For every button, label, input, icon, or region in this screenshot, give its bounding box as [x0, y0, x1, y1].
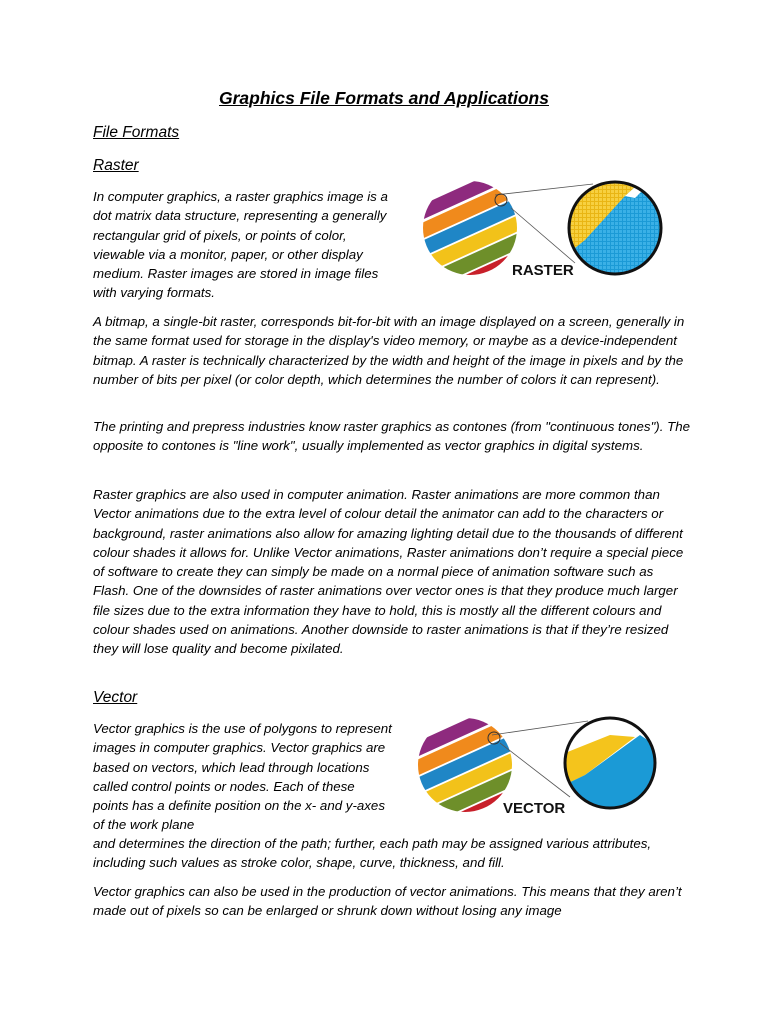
raster-paragraph-1: In computer graphics, a raster graphics image is a dot matrix data structure, representing a generally rectangular grid of pixels, or points of color, viewable via a monitor, paper, or other display medium. Raster images are stored in image files with varying formats. [93, 189, 388, 301]
vector-paragraph-1a: Vector graphics is the use of polygons to represent images in computer graphics. Vector graphics are based on vectors, which lead through locations called control points or nodes. Each of these points has a definite position on the x- and y-axes of the work plane [93, 721, 392, 833]
raster-paragraph-4: Raster graphics are also used in computer animation. Raster animations are more common than Vector animations due to the extra level of colour detail the animator can add to the characters or background, raster animations also allow for amazing lighting detail due to the thousands of different colour shades it allows for. Unlike Vector animations, Raster animations don’t require a special piece of software to create they can simply be made on a normal piece of animation software such as Flash. One of the downsides of raster animations over vector ones is that they produce much larger file sizes due to the extra information they have to hold, this is mostly all the different colours and colour shades used on animations. Another downside to raster animations is that if they’re resized they will lose quality and become pixilated. [93, 487, 684, 657]
raster-heading: Raster [93, 157, 139, 174]
vector-heading: Vector [93, 689, 138, 706]
raster-figure [415, 178, 685, 283]
file-formats-heading: File Formats [93, 124, 180, 141]
vector-paragraph-2: Vector graphics can also be used in the production of vector animations. This means that they aren’t made out of pixels so can be enlarged or shrunk down without losing any image [93, 884, 682, 919]
vector-label: VECTOR [503, 800, 566, 817]
vector-figure [410, 715, 680, 820]
document-title: Graphics File Formats and Applications [219, 88, 549, 108]
raster-label: RASTER [512, 262, 574, 279]
raster-paragraph-2: A bitmap, a single-bit raster, corresponds bit-for-bit with an image displayed on a screen, generally in the same format used for storage in the display's video memory, or maybe as a device-independent bitmap. A raster is technically characterized by the width and height of the image in pixels and by the number of bits per pixel (or color depth, which determines the number of colors it can represent). [93, 314, 685, 387]
vector-paragraph-1b: and determines the direction of the path; further, each path may be assigned various attributes, including such values as stroke color, shape, curve, thickness, and fill. [93, 836, 652, 871]
raster-zoom-icon [565, 178, 675, 283]
raster-paragraph-3: The printing and prepress industries know raster graphics as contones (from "continuous tones"). The opposite to contones is "line work", usually implemented as vector graphics in digital systems. [93, 419, 691, 454]
